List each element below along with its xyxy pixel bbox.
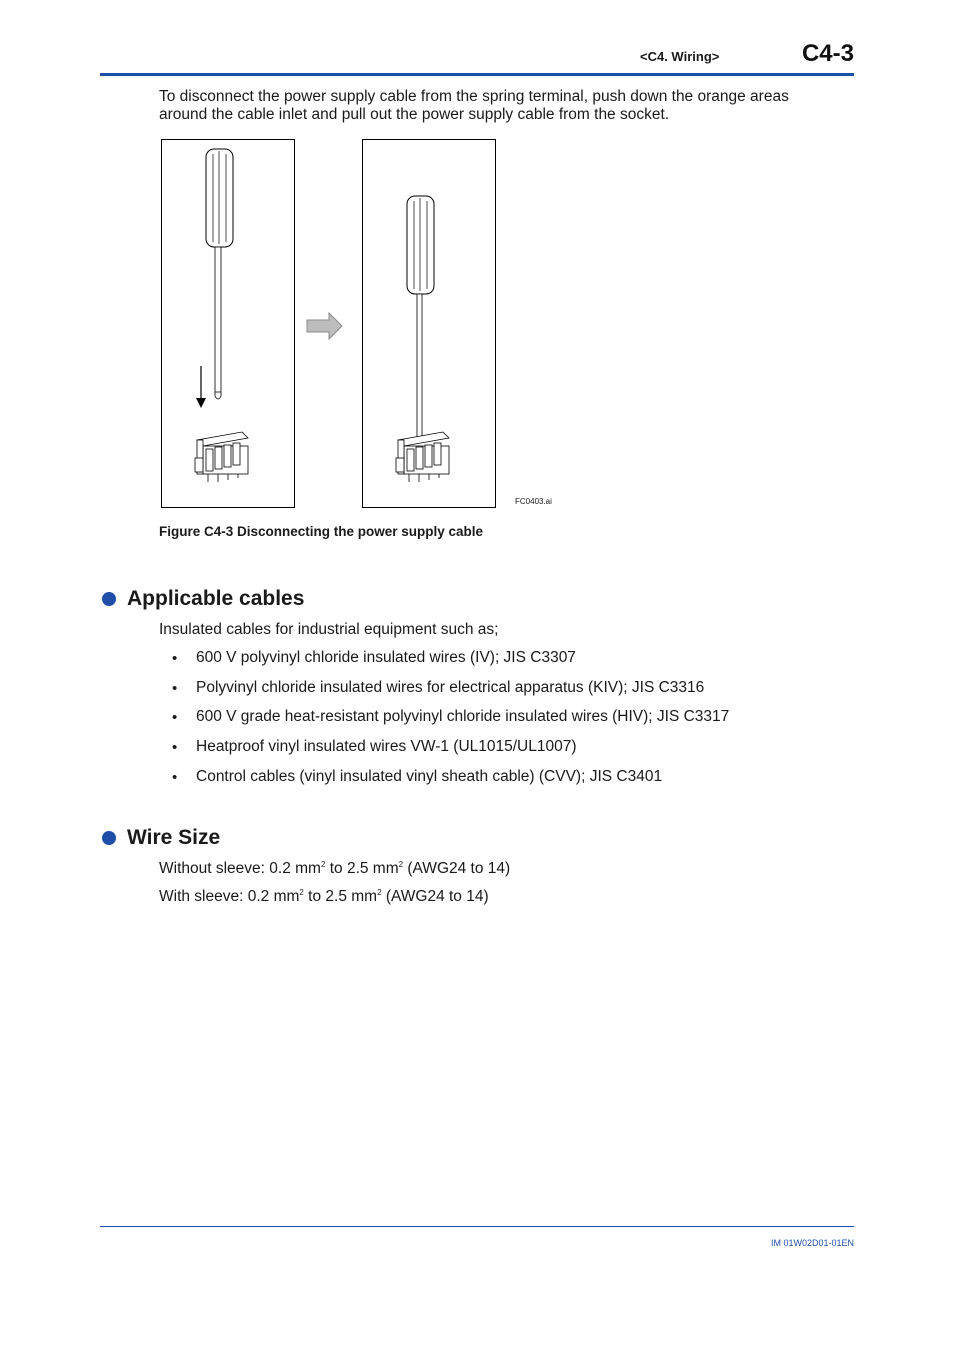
figure-code: FC0403.ai [515,497,552,506]
list-bullet: • [172,680,178,697]
right-arrow-icon [305,311,345,341]
intro-paragraph: To disconnect the power supply cable from the spring terminal, push down the orange areas around the cable inlet and pull out the power supply cable from the socket. [159,88,789,123]
list-bullet: • [172,739,178,756]
wire-size-without-sleeve: Without sleeve: 0.2 $mm^2$ to 2.5 $mm^2$ (AWG24 to 14) [159,859,511,877]
section-bullet-icon [102,831,116,845]
section-bullet-icon [102,592,116,606]
list-bullet: • [172,769,178,786]
screwdriver-above-terminal-illustration [162,140,294,507]
applicable-cables-intro: Insulated cables for industrial equipment such as; [159,621,499,638]
figure-caption: Figure C4-3 Disconnecting the power supply cable [159,524,484,539]
footer-rule [100,1226,854,1227]
section-title-wire-size: Wire Size [127,826,221,849]
wire-size-with-sleeve: With sleeve: 0.2 $mm^2$ to 2.5 $mm^2$ (AWG24 to 14) [159,887,489,905]
footer-doc-id: IM 01W02D01-01EN [770,1238,854,1248]
list-item: Control cables (vinyl insulated vinyl sheath cable) (CVV); JIS C3401 [196,768,663,785]
list-bullet: • [172,650,178,667]
section-title-applicable-cables: Applicable cables [127,587,305,610]
page-number: C4-3 [801,40,854,67]
header-rule [100,73,854,76]
list-item: 600 V grade heat-resistant polyvinyl chloride insulated wires (HIV); JIS C3317 [196,708,730,725]
list-item: Heatproof vinyl insulated wires VW-1 (UL1015/UL1007) [196,738,577,755]
list-item: Polyvinyl chloride insulated wires for electrical apparatus (KIV); JIS C3316 [196,679,705,696]
screwdriver-in-terminal-illustration [363,140,495,507]
figure-panel-after [362,139,496,508]
list-bullet: • [172,709,178,726]
figure-panel-before [161,139,295,508]
header-chapter: <C4. Wiring> [640,49,720,64]
list-item: 600 V polyvinyl chloride insulated wires (IV); JIS C3307 [196,649,576,666]
